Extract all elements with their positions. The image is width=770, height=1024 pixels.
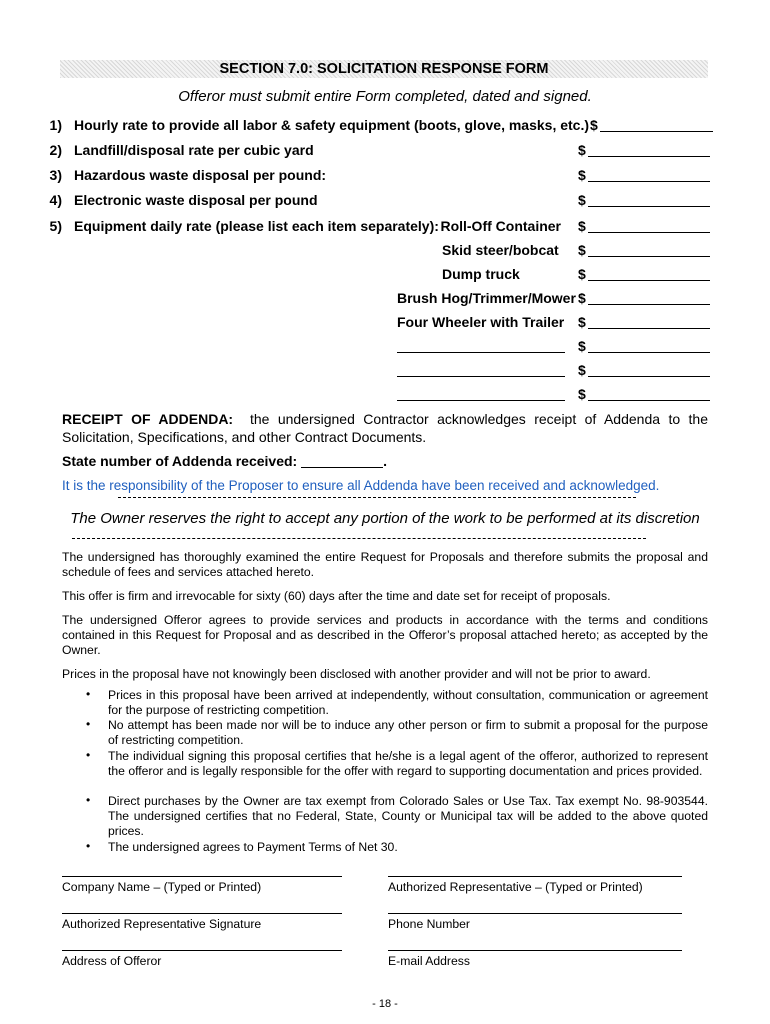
equipment-name: Roll-Off Container	[440, 218, 561, 234]
bullet-icon: •	[86, 793, 91, 807]
rate-label: Electronic waste disposal per pound	[74, 192, 318, 208]
rep-printed-line[interactable]	[388, 876, 682, 877]
bullet-icon: •	[86, 839, 91, 853]
addenda-note: It is the responsibility of the Proposer to ensure all Addenda have been received and acknowledged.	[62, 478, 660, 493]
rate-number: 3)	[49, 167, 62, 183]
currency-sign: $	[578, 142, 586, 158]
address-label: Address of Offeror	[62, 954, 162, 968]
rate-input-2[interactable]	[588, 143, 710, 157]
equipment-input-5[interactable]	[588, 315, 710, 329]
bullet-item: The undersigned agrees to Payment Terms of Net 30.	[108, 840, 398, 854]
currency-sign: $	[578, 242, 586, 258]
rate-number: 2)	[49, 142, 62, 158]
equipment-input-2[interactable]	[588, 243, 710, 257]
address-line[interactable]	[62, 950, 342, 951]
addenda-count-input[interactable]	[301, 454, 383, 468]
bullet-item: No attempt has been made nor will be to induce any other person or firm to submit a proposal for the purpose of restricting competition.	[108, 718, 708, 747]
company-name-label: Company Name – (Typed or Printed)	[62, 880, 262, 894]
rate-input-4[interactable]	[588, 193, 710, 207]
bullet-item: Direct purchases by the Owner are tax exempt from Colorado Sales or Use Tax. Tax exempt No. 98-903544. The undersigned certifies that no Federal, State, County or Municipal tax will be added to the above quoted prices.	[108, 794, 708, 838]
currency-sign: $	[578, 266, 586, 282]
rate-label: Equipment daily rate (please list each item separately):	[74, 218, 439, 234]
equipment-input-7[interactable]	[588, 363, 710, 377]
addenda-period: .	[383, 453, 387, 469]
equipment-input-3[interactable]	[588, 267, 710, 281]
subtitle-text: Offeror must submit entire Form completed, dated and signed.	[178, 88, 592, 105]
equipment-name: Brush Hog/Trimmer/Mower	[397, 290, 576, 306]
phone-label: Phone Number	[388, 917, 470, 931]
currency-sign: $	[578, 167, 586, 183]
addenda-state-row	[62, 453, 387, 469]
currency-sign: $	[578, 192, 586, 208]
equipment-name-input[interactable]	[397, 339, 565, 353]
equipment-name: Four Wheeler with Trailer	[397, 314, 565, 330]
currency-sign: $	[590, 117, 598, 133]
bullet-icon: •	[86, 748, 91, 762]
equipment-name-input[interactable]	[397, 363, 565, 377]
rate-label: Hourly rate to provide all labor & safety equipment (boots, glove, masks, etc.)	[74, 117, 590, 133]
paragraph-disclosure: Prices in the proposal have not knowingly been disclosed with another provider and will not be prior to award.	[62, 667, 651, 681]
currency-sign: $	[578, 290, 586, 306]
addenda-text: the undersigned Contractor acknowledges receipt of Addenda to the Solicitation, Specifications, and other Contract Documents.	[62, 411, 708, 445]
paragraph-agreement: The undersigned Offeror agrees to provide services and products in accordance with the terms and conditions contained in this Request for Proposal and as described in the Offeror’s proposal attached hereto; as accepted by the Owner.	[62, 613, 708, 657]
rate-label: Landfill/disposal rate per cubic yard	[74, 142, 314, 158]
equipment-name: Dump truck	[442, 266, 520, 282]
rate-number: 1)	[49, 117, 62, 133]
equipment-name-input[interactable]	[397, 387, 565, 401]
rate-label: Hazardous waste disposal per pound:	[74, 167, 327, 183]
form-subtitle	[0, 88, 770, 105]
equipment-input-4[interactable]	[588, 291, 710, 305]
rate-input-3[interactable]	[588, 168, 710, 182]
addenda-paragraph	[62, 410, 708, 446]
email-label: E-mail Address	[388, 954, 470, 968]
rate-number: 5)	[49, 218, 62, 234]
bullet-item: The individual signing this proposal certifies that he/she is a legal agent of the offeror, authorized to represent the offeror and is legally responsible for the offer with regard to supporting documentation and prices provided.	[108, 749, 708, 778]
addenda-heading: RECEIPT OF ADDENDA:	[62, 411, 234, 427]
owner-reserves-text: The Owner reserves the right to accept any portion of the work to be performed at its discretion	[70, 510, 700, 527]
currency-sign: $	[578, 338, 586, 354]
divider-top	[118, 497, 636, 498]
rep-signature-label: Authorized Representative Signature	[62, 917, 262, 931]
email-line[interactable]	[388, 950, 682, 951]
bullet-item: Prices in this proposal have been arrived at independently, without consultation, communication or agreement for the purpose of restricting competition.	[108, 688, 708, 717]
paragraph-firm-offer: This offer is firm and irrevocable for sixty (60) days after the time and date set for receipt of proposals.	[62, 589, 611, 603]
equipment-name: Skid steer/bobcat	[442, 242, 559, 258]
rep-signature-line[interactable]	[62, 913, 342, 914]
bullet-icon: •	[86, 687, 91, 701]
rate-number: 4)	[49, 192, 62, 208]
divider-bottom	[72, 538, 646, 539]
company-name-line[interactable]	[62, 876, 342, 877]
currency-sign: $	[578, 314, 586, 330]
currency-sign: $	[578, 386, 586, 402]
page-number: - 18 -	[372, 998, 398, 1010]
paragraph-examined: The undersigned has thoroughly examined the entire Request for Proposals and therefore submits the proposal and schedule of fees and services attached hereto.	[62, 550, 708, 579]
rep-printed-label: Authorized Representative – (Typed or Printed)	[388, 880, 643, 894]
addenda-state-label: State number of Addenda received:	[62, 453, 298, 469]
phone-line[interactable]	[388, 913, 682, 914]
equipment-input-8[interactable]	[588, 387, 710, 401]
equipment-input-1[interactable]	[588, 219, 710, 233]
bullet-icon: •	[86, 717, 91, 731]
currency-sign: $	[578, 218, 586, 234]
currency-sign: $	[578, 362, 586, 378]
equipment-input-6[interactable]	[588, 339, 710, 353]
rate-input-1[interactable]	[600, 118, 713, 132]
section-title: SECTION 7.0: SOLICITATION RESPONSE FORM	[60, 60, 708, 78]
